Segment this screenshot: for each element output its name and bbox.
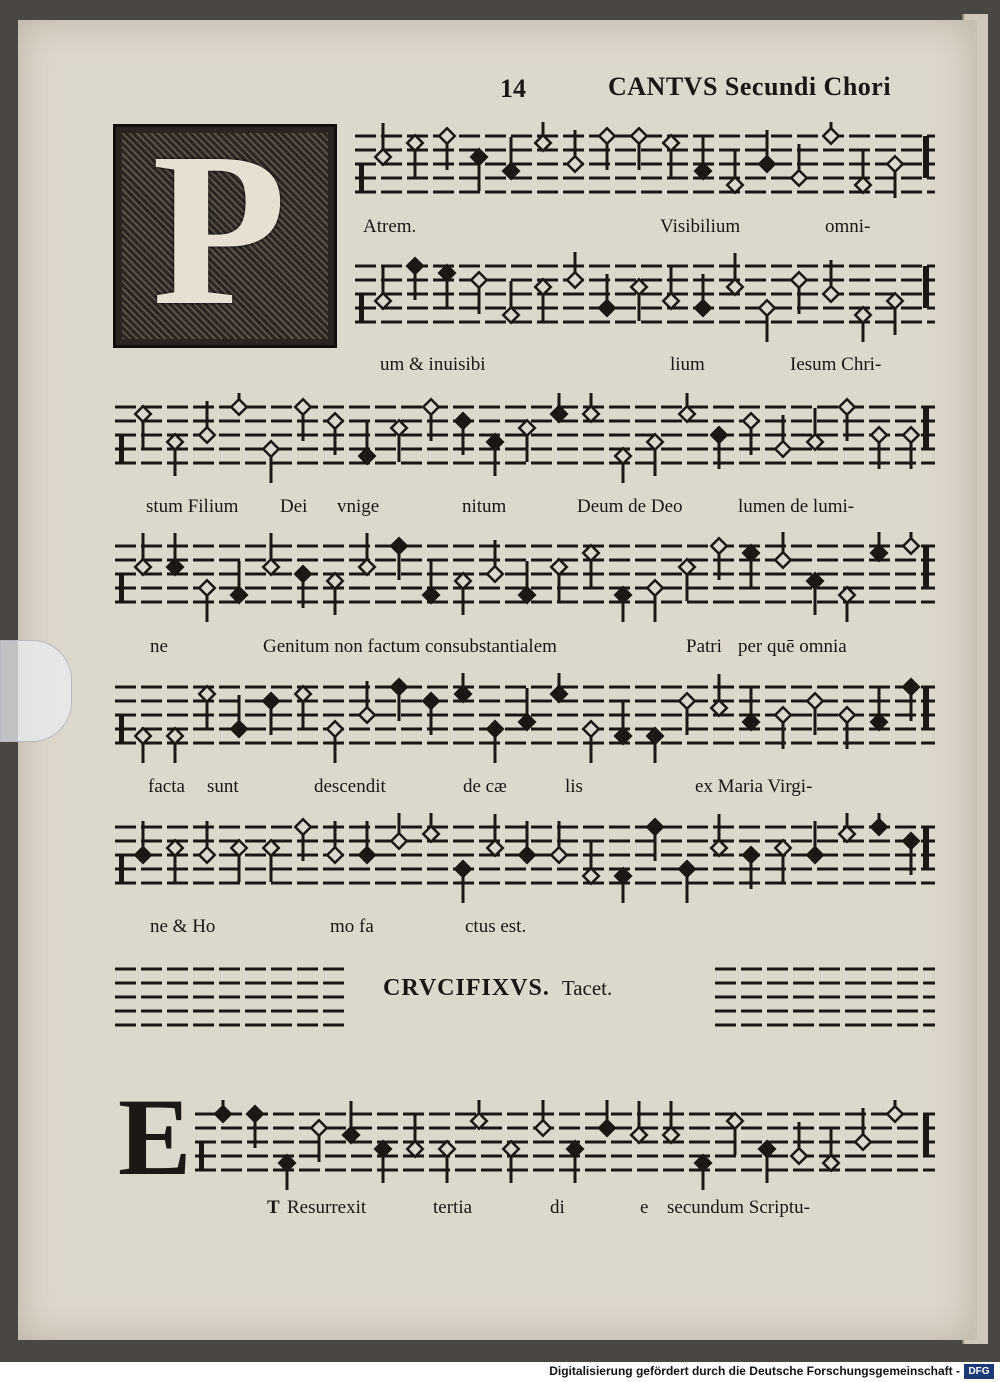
music-staff-2 <box>355 252 935 342</box>
lyric-line-2 <box>0 354 1000 384</box>
lyric-syllable: lumen de lumi- <box>738 496 855 517</box>
lyric-syllable: tertia <box>433 1197 473 1218</box>
music-staff-4 <box>115 532 935 622</box>
music-staff-6 <box>115 813 935 903</box>
funding-credit: Digitalisierung gefördert durch die Deutsche Forschungsgemeinschaft - <box>549 1364 960 1378</box>
staff-notation-7 <box>195 1100 935 1190</box>
lyric-syllable: Visibilium <box>660 216 741 237</box>
lyric-syllable: di <box>550 1197 565 1218</box>
lyric-line-3 <box>0 496 1000 526</box>
lyric-syllable: nitum <box>462 496 507 517</box>
lyric-syllable: de cæ <box>463 776 507 797</box>
lyric-line-1 <box>0 216 1000 246</box>
digitization-footer <box>0 1362 1000 1382</box>
section-note: Tacet. <box>561 976 613 1000</box>
lyric-syllable: mo fa <box>330 916 374 937</box>
music-staff-7 <box>195 1100 935 1190</box>
lyric-syllable: e <box>640 1197 649 1218</box>
lyric-syllable: Dei <box>280 496 308 517</box>
lyric-syllable: ex Maria Virgi- <box>695 776 813 797</box>
lyric-syllable: ne <box>150 636 168 657</box>
music-staff-5 <box>115 673 935 763</box>
lyric-syllable: omni- <box>825 216 871 237</box>
empty-staff-notation-left <box>115 955 345 1045</box>
empty-staff-left <box>115 955 345 1045</box>
lyric-syllable: ne & Ho <box>150 916 216 937</box>
lyric-syllable: facta <box>148 776 185 797</box>
initial-letter-e: E <box>118 1076 192 1198</box>
lyric-syllable: descendit <box>314 776 386 797</box>
music-staff-1 <box>355 122 935 212</box>
lyric-line-5 <box>0 776 1000 806</box>
staff-notation-3 <box>115 393 935 483</box>
lyric-syllable: Atrem. <box>363 216 417 237</box>
music-staff-3 <box>115 393 935 483</box>
lyric-syllable: Iesum Chri- <box>790 354 882 375</box>
empty-staff-notation-right <box>715 955 935 1045</box>
page-header <box>160 70 900 110</box>
staff-notation-6 <box>115 813 935 903</box>
page-number: 14 <box>500 74 526 103</box>
lyric-syllable: lis <box>565 776 583 797</box>
lyric-line-7 <box>0 1197 1000 1227</box>
lyric-syllable: per quē omnia <box>738 636 847 657</box>
staff-notation-2 <box>355 252 935 342</box>
initial-letter-p: P <box>152 124 287 348</box>
lyric-syllable: stum Filium <box>146 496 239 517</box>
lyric-syllable: ctus est. <box>465 916 527 937</box>
running-title: CANTVS Secundi Chori <box>608 72 892 101</box>
lyric-syllable: sunt <box>207 776 239 797</box>
lyric-syllable: T <box>267 1197 280 1218</box>
lyric-syllable: Patri <box>686 636 722 657</box>
lyric-syllable: vnige <box>337 496 380 517</box>
lyric-line-4 <box>0 636 1000 666</box>
lyric-syllable: secundum Scriptu- <box>667 1197 811 1218</box>
staff-notation-1 <box>355 122 935 212</box>
section-heading <box>383 975 612 1002</box>
lyric-syllable: um & inuisibi <box>380 354 486 375</box>
lyric-syllable: Deum de Deo <box>577 496 683 517</box>
lyric-syllable: Genitum non factum consubstantialem <box>263 636 557 657</box>
staff-notation-5 <box>115 673 935 763</box>
staff-notation-4 <box>115 532 935 622</box>
lyric-syllable: Resurrexit <box>287 1197 367 1218</box>
lyric-line-6 <box>0 916 1000 946</box>
lyric-syllable: lium <box>670 354 705 375</box>
dfg-logo: DFG <box>964 1364 994 1379</box>
empty-staff-right <box>715 955 935 1045</box>
section-title: CRVCIFIXVS. <box>383 975 550 1001</box>
